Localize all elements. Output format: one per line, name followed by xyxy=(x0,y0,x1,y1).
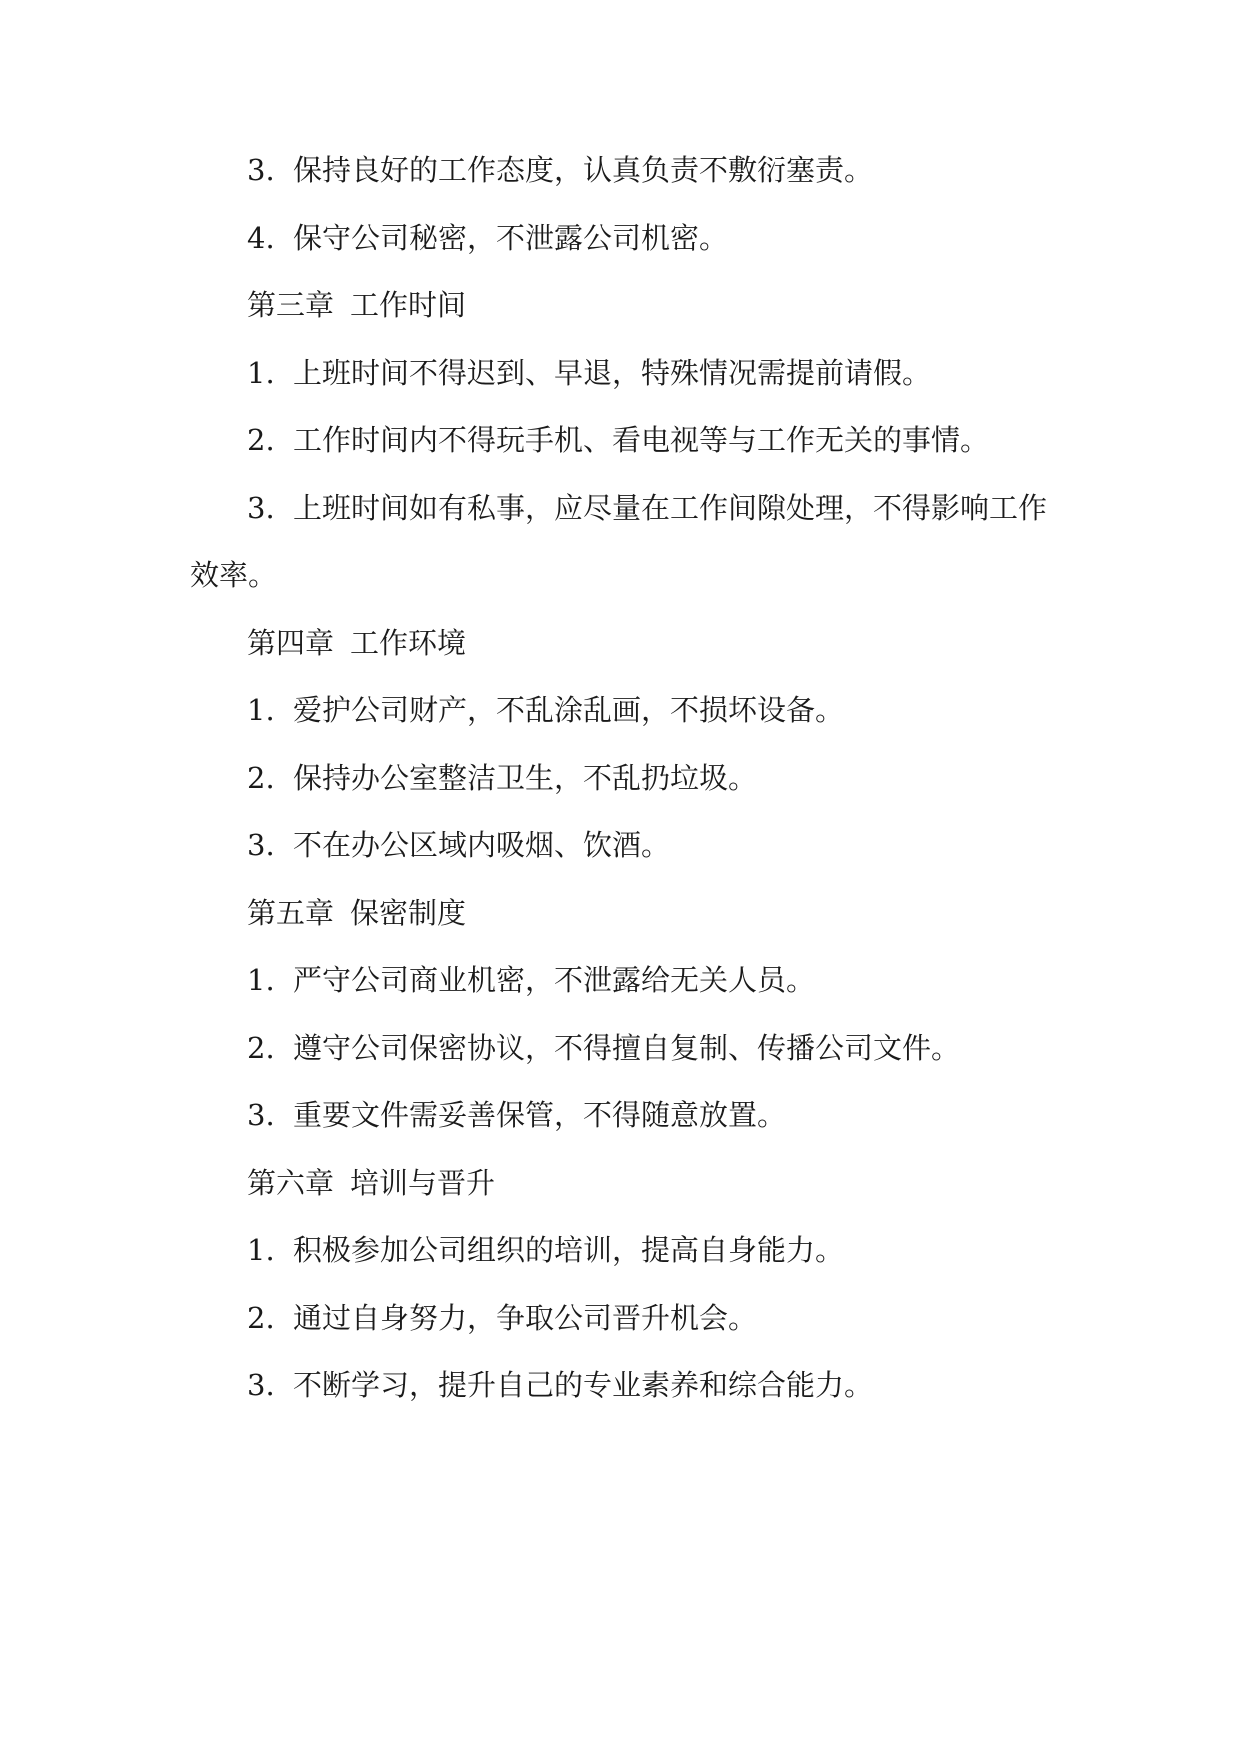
item-text: 效率。 xyxy=(190,558,278,592)
chapter-number: 第三章 xyxy=(247,288,335,322)
item-text: 通过自身努力，争取公司晋升机会。 xyxy=(293,1301,758,1335)
item-text: 积极参加公司组织的培训，提高自身能力。 xyxy=(293,1233,845,1267)
list-item xyxy=(0,1365,1241,1405)
item-number: 3. xyxy=(247,491,275,525)
item-text: 保守公司秘密，不泄露公司机密。 xyxy=(293,221,729,255)
item-number: 3. xyxy=(247,153,275,187)
list-item xyxy=(0,218,1241,258)
item-text: 不断学习，提升自己的专业素养和综合能力。 xyxy=(293,1368,874,1402)
list-item xyxy=(0,353,1241,393)
chapter-heading xyxy=(0,893,1241,933)
chapter-number: 第六章 xyxy=(247,1166,335,1200)
list-item xyxy=(0,420,1241,460)
item-number: 1. xyxy=(247,693,275,727)
list-item xyxy=(0,758,1241,798)
item-number: 4. xyxy=(247,221,275,255)
item-text: 不在办公区域内吸烟、饮酒。 xyxy=(293,828,671,862)
item-text: 上班时间如有私事，应尽量在工作间隙处理，不得影响工作 xyxy=(293,491,1048,525)
item-text: 工作时间内不得玩手机、看电视等与工作无关的事情。 xyxy=(293,423,990,457)
list-item xyxy=(0,150,1241,190)
list-item xyxy=(0,690,1241,730)
item-number: 2. xyxy=(247,761,275,795)
item-text: 上班时间不得迟到、早退，特殊情况需提前请假。 xyxy=(293,356,932,390)
list-item xyxy=(0,960,1241,1000)
chapter-number: 第五章 xyxy=(247,896,335,930)
item-text: 重要文件需妥善保管，不得随意放置。 xyxy=(293,1098,787,1132)
item-number: 3. xyxy=(247,828,275,862)
chapter-heading xyxy=(0,1163,1241,1203)
chapter-title: 工作环境 xyxy=(350,626,467,660)
item-text: 爱护公司财产，不乱涂乱画，不损坏设备。 xyxy=(293,693,845,727)
item-text: 严守公司商业机密，不泄露给无关人员。 xyxy=(293,963,816,997)
item-text: 保持办公室整洁卫生，不乱扔垃圾。 xyxy=(293,761,758,795)
chapter-title: 保密制度 xyxy=(350,896,467,930)
item-number: 1. xyxy=(247,1233,275,1267)
item-number: 3. xyxy=(247,1368,275,1402)
chapter-heading xyxy=(0,285,1241,325)
item-number: 1. xyxy=(247,356,275,390)
list-item xyxy=(0,1028,1241,1068)
chapter-title: 培训与晋升 xyxy=(350,1166,496,1200)
list-item xyxy=(0,825,1241,865)
chapter-heading xyxy=(0,623,1241,663)
item-text: 遵守公司保密协议，不得擅自复制、传播公司文件。 xyxy=(293,1031,961,1065)
item-number: 2. xyxy=(247,1301,275,1335)
item-number: 2. xyxy=(247,1031,275,1065)
list-item-continuation xyxy=(0,555,1241,595)
chapter-number: 第四章 xyxy=(247,626,335,660)
item-number: 3. xyxy=(247,1098,275,1132)
list-item xyxy=(0,1095,1241,1135)
item-number: 1. xyxy=(247,963,275,997)
list-item xyxy=(0,1230,1241,1270)
item-text: 保持良好的工作态度，认真负责不敷衍塞责。 xyxy=(293,153,874,187)
list-item xyxy=(0,1298,1241,1338)
chapter-title: 工作时间 xyxy=(350,288,467,322)
item-number: 2. xyxy=(247,423,275,457)
list-item xyxy=(0,488,1241,528)
